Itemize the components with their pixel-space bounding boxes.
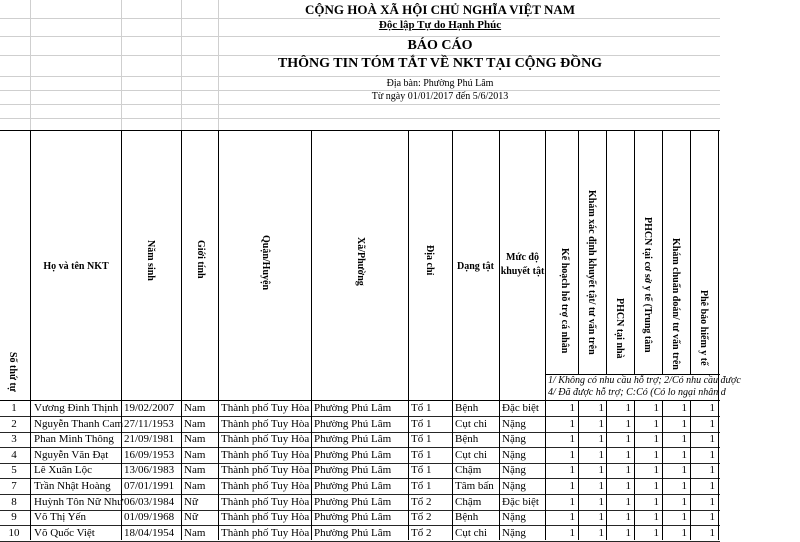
- cell-dob[interactable]: 21/09/1981: [124, 433, 175, 446]
- header-ward: Xã/Phường: [355, 237, 366, 286]
- header-name: Họ và tên NKT: [43, 261, 109, 272]
- header-c6: Phê bảo hiểm y tế: [698, 290, 709, 366]
- cell-sex[interactable]: Nam: [184, 448, 206, 461]
- cell-value-6[interactable]: 1: [709, 480, 715, 492]
- cell-value-4[interactable]: 1: [653, 448, 659, 461]
- cell-dob[interactable]: 18/04/1954: [124, 526, 175, 539]
- cell-value-2[interactable]: 1: [598, 417, 604, 430]
- cell-value-4[interactable]: 1: [653, 480, 659, 492]
- cell-value-3[interactable]: 1: [625, 417, 631, 430]
- cell-ward[interactable]: Phường Phú Lâm: [314, 417, 392, 430]
- cell-dob[interactable]: 16/09/1953: [124, 448, 175, 461]
- cell-value-6[interactable]: 1: [709, 495, 715, 508]
- cell-district[interactable]: Thành phố Tuy Hòa: [221, 464, 310, 477]
- area-label: Địa bàn: Phường Phú Lâm: [386, 78, 494, 89]
- cell-value-5[interactable]: 1: [681, 433, 687, 446]
- col-border: [606, 130, 607, 374]
- cell-value-1[interactable]: 1: [569, 511, 575, 524]
- cell-address[interactable]: Tổ 1: [411, 464, 432, 477]
- cell-value-3[interactable]: 1: [625, 402, 631, 414]
- cell-stt[interactable]: 1: [11, 402, 17, 414]
- table-row[interactable]: [0, 432, 720, 448]
- cell-ward[interactable]: Phường Phú Lâm: [314, 433, 392, 446]
- cell-address[interactable]: Tổ 1: [411, 402, 432, 414]
- cell-name[interactable]: Trần Nhật Hoàng: [34, 480, 111, 492]
- cell-level[interactable]: Đặc biệt: [502, 402, 539, 414]
- cell-value-5[interactable]: 1: [681, 511, 687, 524]
- cell-district[interactable]: Thành phố Tuy Hòa: [221, 448, 310, 461]
- table-row[interactable]: [0, 448, 720, 464]
- cell-level[interactable]: Nặng: [502, 526, 526, 539]
- cell-ward[interactable]: Phường Phú Lâm: [314, 402, 392, 414]
- country-title: CỘNG HOÀ XÃ HỘI CHỦ NGHĨA VIỆT NAM: [304, 2, 576, 17]
- header-type: Dạng tật: [457, 261, 494, 272]
- cell-value-2[interactable]: 1: [598, 448, 604, 461]
- table-row[interactable]: [0, 510, 720, 526]
- cell-name[interactable]: Huỳnh Tôn Nữ Như: [34, 495, 124, 508]
- gridline: [0, 76, 720, 77]
- cell-stt[interactable]: 3: [11, 433, 17, 446]
- header-district: Quận/Huyện: [260, 235, 271, 291]
- cell-value-1[interactable]: 1: [569, 526, 575, 539]
- header-sex: Giới tính: [195, 240, 206, 279]
- col-border: [662, 130, 663, 374]
- cell-address[interactable]: Tổ 2: [411, 511, 432, 524]
- cell-level[interactable]: Đặc biệt: [502, 495, 539, 508]
- gridline: [0, 36, 720, 37]
- cell-level[interactable]: Nặng: [502, 511, 526, 524]
- cell-value-3[interactable]: 1: [625, 511, 631, 524]
- cell-value-3[interactable]: 1: [625, 433, 631, 446]
- cell-value-2[interactable]: 1: [598, 402, 604, 414]
- cell-stt[interactable]: 10: [8, 526, 20, 539]
- cell-address[interactable]: Tổ 2: [411, 495, 432, 508]
- cell-address[interactable]: Tổ 1: [411, 480, 432, 492]
- report-title: BÁO CÁO: [407, 38, 473, 53]
- cell-value-4[interactable]: 1: [653, 526, 659, 539]
- gridline: [30, 0, 31, 130]
- cell-stt[interactable]: 8: [11, 495, 17, 508]
- cell-type[interactable]: Cụt chi: [455, 526, 488, 539]
- table-row[interactable]: [0, 417, 720, 433]
- cell-value-1[interactable]: 1: [569, 417, 575, 430]
- cell-name[interactable]: Võ Thị Yến: [34, 511, 86, 524]
- col-border: [634, 130, 635, 374]
- cell-sex[interactable]: Nam: [184, 402, 206, 414]
- cell-value-6[interactable]: 1: [709, 464, 715, 477]
- cell-value-4[interactable]: 1: [653, 417, 659, 430]
- cell-district[interactable]: Thành phố Tuy Hòa: [221, 417, 310, 430]
- cell-stt[interactable]: 7: [11, 480, 17, 492]
- cell-type[interactable]: Chậm: [455, 464, 482, 477]
- cell-district[interactable]: Thành phố Tuy Hòa: [221, 511, 310, 524]
- cell-value-4[interactable]: 1: [653, 433, 659, 446]
- cell-value-4[interactable]: 1: [653, 402, 659, 414]
- cell-ward[interactable]: Phường Phú Lâm: [314, 448, 392, 461]
- cell-dob[interactable]: 19/02/2007: [124, 402, 175, 414]
- cell-stt[interactable]: 2: [11, 417, 17, 430]
- header-c4: PHCN tại cơ sở y tế (Trung tâm: [642, 217, 653, 353]
- col-border: [690, 130, 691, 374]
- cell-value-3[interactable]: 1: [625, 480, 631, 492]
- cell-value-5[interactable]: 1: [681, 526, 687, 539]
- cell-stt[interactable]: 9: [11, 511, 17, 524]
- cell-value-6[interactable]: 1: [709, 433, 715, 446]
- table-row[interactable]: [0, 495, 720, 511]
- cell-type[interactable]: Bệnh: [455, 402, 479, 414]
- cell-value-4[interactable]: 1: [653, 495, 659, 508]
- cell-type[interactable]: Bệnh: [455, 433, 479, 446]
- cell-district[interactable]: Thành phố Tuy Hòa: [221, 402, 310, 414]
- cell-level[interactable]: Nặng: [502, 448, 526, 461]
- date-range: Từ ngày 01/01/2017 đến 5/6/2013: [371, 91, 509, 102]
- cell-name[interactable]: Nguyễn Thanh Cam: [34, 417, 124, 430]
- cell-value-5[interactable]: 1: [681, 448, 687, 461]
- cell-value-5[interactable]: 1: [681, 417, 687, 430]
- header-c2: Khám xác định khuyết tật/ tư vấn trên: [586, 190, 597, 355]
- header-c3: PHCN tại nhà: [614, 298, 625, 359]
- cell-value-1[interactable]: 1: [569, 495, 575, 508]
- cell-value-6[interactable]: 1: [709, 402, 715, 414]
- cell-value-1[interactable]: 1: [569, 433, 575, 446]
- cell-address[interactable]: Tổ 2: [411, 526, 432, 539]
- cell-value-2[interactable]: 1: [598, 480, 604, 492]
- cell-dob[interactable]: 06/03/1984: [124, 495, 175, 508]
- table-row[interactable]: [0, 526, 720, 542]
- cell-address[interactable]: Tổ 1: [411, 417, 432, 430]
- cell-name[interactable]: Phan Minh Thông: [34, 433, 114, 446]
- cell-value-1[interactable]: 1: [569, 480, 575, 492]
- cell-level[interactable]: Nặng: [502, 464, 526, 477]
- cell-sex[interactable]: Nam: [184, 433, 206, 446]
- cell-sex[interactable]: Nữ: [184, 495, 198, 508]
- header-dob: Năm sinh: [145, 240, 156, 281]
- report-subtitle: THÔNG TIN TÓM TẮT VỀ NKT TẠI CỘNG ĐỒNG: [277, 56, 603, 71]
- cell-value-3[interactable]: 1: [625, 464, 631, 477]
- cell-value-1[interactable]: 1: [569, 402, 575, 414]
- col-border: [578, 130, 579, 374]
- cell-stt[interactable]: 4: [11, 448, 17, 461]
- cell-value-4[interactable]: 1: [653, 464, 659, 477]
- cell-level[interactable]: Nặng: [502, 433, 526, 446]
- cell-sex[interactable]: Nam: [184, 464, 206, 477]
- cell-value-5[interactable]: 1: [681, 464, 687, 477]
- cell-value-3[interactable]: 1: [625, 448, 631, 461]
- cell-value-6[interactable]: 1: [709, 526, 715, 539]
- legend-note-1: 1/ Không có nhu cầu hỗ trợ; 2/Có nhu cầu được: [548, 375, 741, 386]
- cell-ward[interactable]: Phường Phú Lâm: [314, 495, 392, 508]
- cell-value-3[interactable]: 1: [625, 495, 631, 508]
- cell-value-1[interactable]: 1: [569, 448, 575, 461]
- table-top-border: [0, 130, 720, 131]
- cell-value-6[interactable]: 1: [709, 448, 715, 461]
- cell-level[interactable]: Nặng: [502, 417, 526, 430]
- header-c5: Khám chuẩn đoán/ tư vấn trên: [670, 238, 681, 370]
- cell-value-2[interactable]: 1: [598, 433, 604, 446]
- cell-value-3[interactable]: 1: [625, 526, 631, 539]
- cell-ward[interactable]: Phường Phú Lâm: [314, 464, 392, 477]
- cell-type[interactable]: Tâm bấn: [455, 480, 494, 492]
- cell-value-5[interactable]: 1: [681, 480, 687, 492]
- header-c1: Kế hoạch hỗ trợ cá nhân: [559, 248, 570, 354]
- cell-dob[interactable]: 27/11/1953: [124, 417, 174, 430]
- cell-sex[interactable]: Nam: [184, 526, 206, 539]
- cell-name[interactable]: Nguyễn Văn Đạt: [34, 448, 109, 461]
- cell-district[interactable]: Thành phố Tuy Hòa: [221, 526, 310, 539]
- cell-value-2[interactable]: 1: [598, 464, 604, 477]
- cell-sex[interactable]: Nam: [184, 480, 206, 492]
- cell-value-6[interactable]: 1: [709, 417, 715, 430]
- legend-note-2: 4/ Đã được hỗ trợ; C:Có (Có lo ngại nhân d: [548, 387, 726, 398]
- cell-district[interactable]: Thành phố Tuy Hòa: [221, 495, 310, 508]
- cell-level[interactable]: Nặng: [502, 480, 526, 492]
- cell-dob[interactable]: 07/01/1991: [124, 480, 175, 492]
- gridline: [0, 118, 720, 119]
- cell-sex[interactable]: Nữ: [184, 511, 198, 524]
- cell-dob[interactable]: 01/09/1968: [124, 511, 175, 524]
- cell-value-4[interactable]: 1: [653, 511, 659, 524]
- cell-value-6[interactable]: 1: [709, 511, 715, 524]
- cell-value-2[interactable]: 1: [598, 511, 604, 524]
- cell-district[interactable]: Thành phố Tuy Hòa: [221, 480, 310, 492]
- header-address: Địa chỉ: [424, 245, 435, 276]
- cell-address[interactable]: Tổ 1: [411, 433, 432, 446]
- table-row[interactable]: [0, 479, 720, 495]
- cell-type[interactable]: Cụt chi: [455, 417, 488, 430]
- cell-address[interactable]: Tổ 1: [411, 448, 432, 461]
- cell-ward[interactable]: Phường Phú Lâm: [314, 511, 392, 524]
- cell-type[interactable]: Chậm: [455, 495, 482, 508]
- cell-value-2[interactable]: 1: [598, 495, 604, 508]
- gridline: [0, 104, 720, 105]
- cell-name[interactable]: Vương Đình Thịnh: [34, 402, 119, 414]
- header-level: Mức độ khuyết tật: [500, 252, 545, 277]
- motto: Độc lập Tự do Hạnh Phúc: [378, 19, 502, 31]
- cell-type[interactable]: Bệnh: [455, 511, 479, 524]
- cell-type[interactable]: Cụt chi: [455, 448, 488, 461]
- cell-name[interactable]: Lê Xuân Lộc: [34, 464, 93, 477]
- cell-ward[interactable]: Phường Phú Lâm: [314, 526, 392, 539]
- cell-dob[interactable]: 13/06/1983: [124, 464, 175, 477]
- header-stt: Số thứ tự: [7, 352, 18, 392]
- cell-ward[interactable]: Phường Phú Lâm: [314, 480, 392, 492]
- cell-value-1[interactable]: 1: [569, 464, 575, 477]
- cell-district[interactable]: Thành phố Tuy Hòa: [221, 433, 310, 446]
- table-row[interactable]: [0, 463, 720, 479]
- cell-value-5[interactable]: 1: [681, 495, 687, 508]
- table-row[interactable]: [0, 401, 720, 417]
- cell-name[interactable]: Võ Quốc Việt: [34, 526, 95, 539]
- cell-value-5[interactable]: 1: [681, 402, 687, 414]
- cell-sex[interactable]: Nam: [184, 417, 206, 430]
- cell-value-2[interactable]: 1: [598, 526, 604, 539]
- cell-stt[interactable]: 5: [11, 464, 17, 477]
